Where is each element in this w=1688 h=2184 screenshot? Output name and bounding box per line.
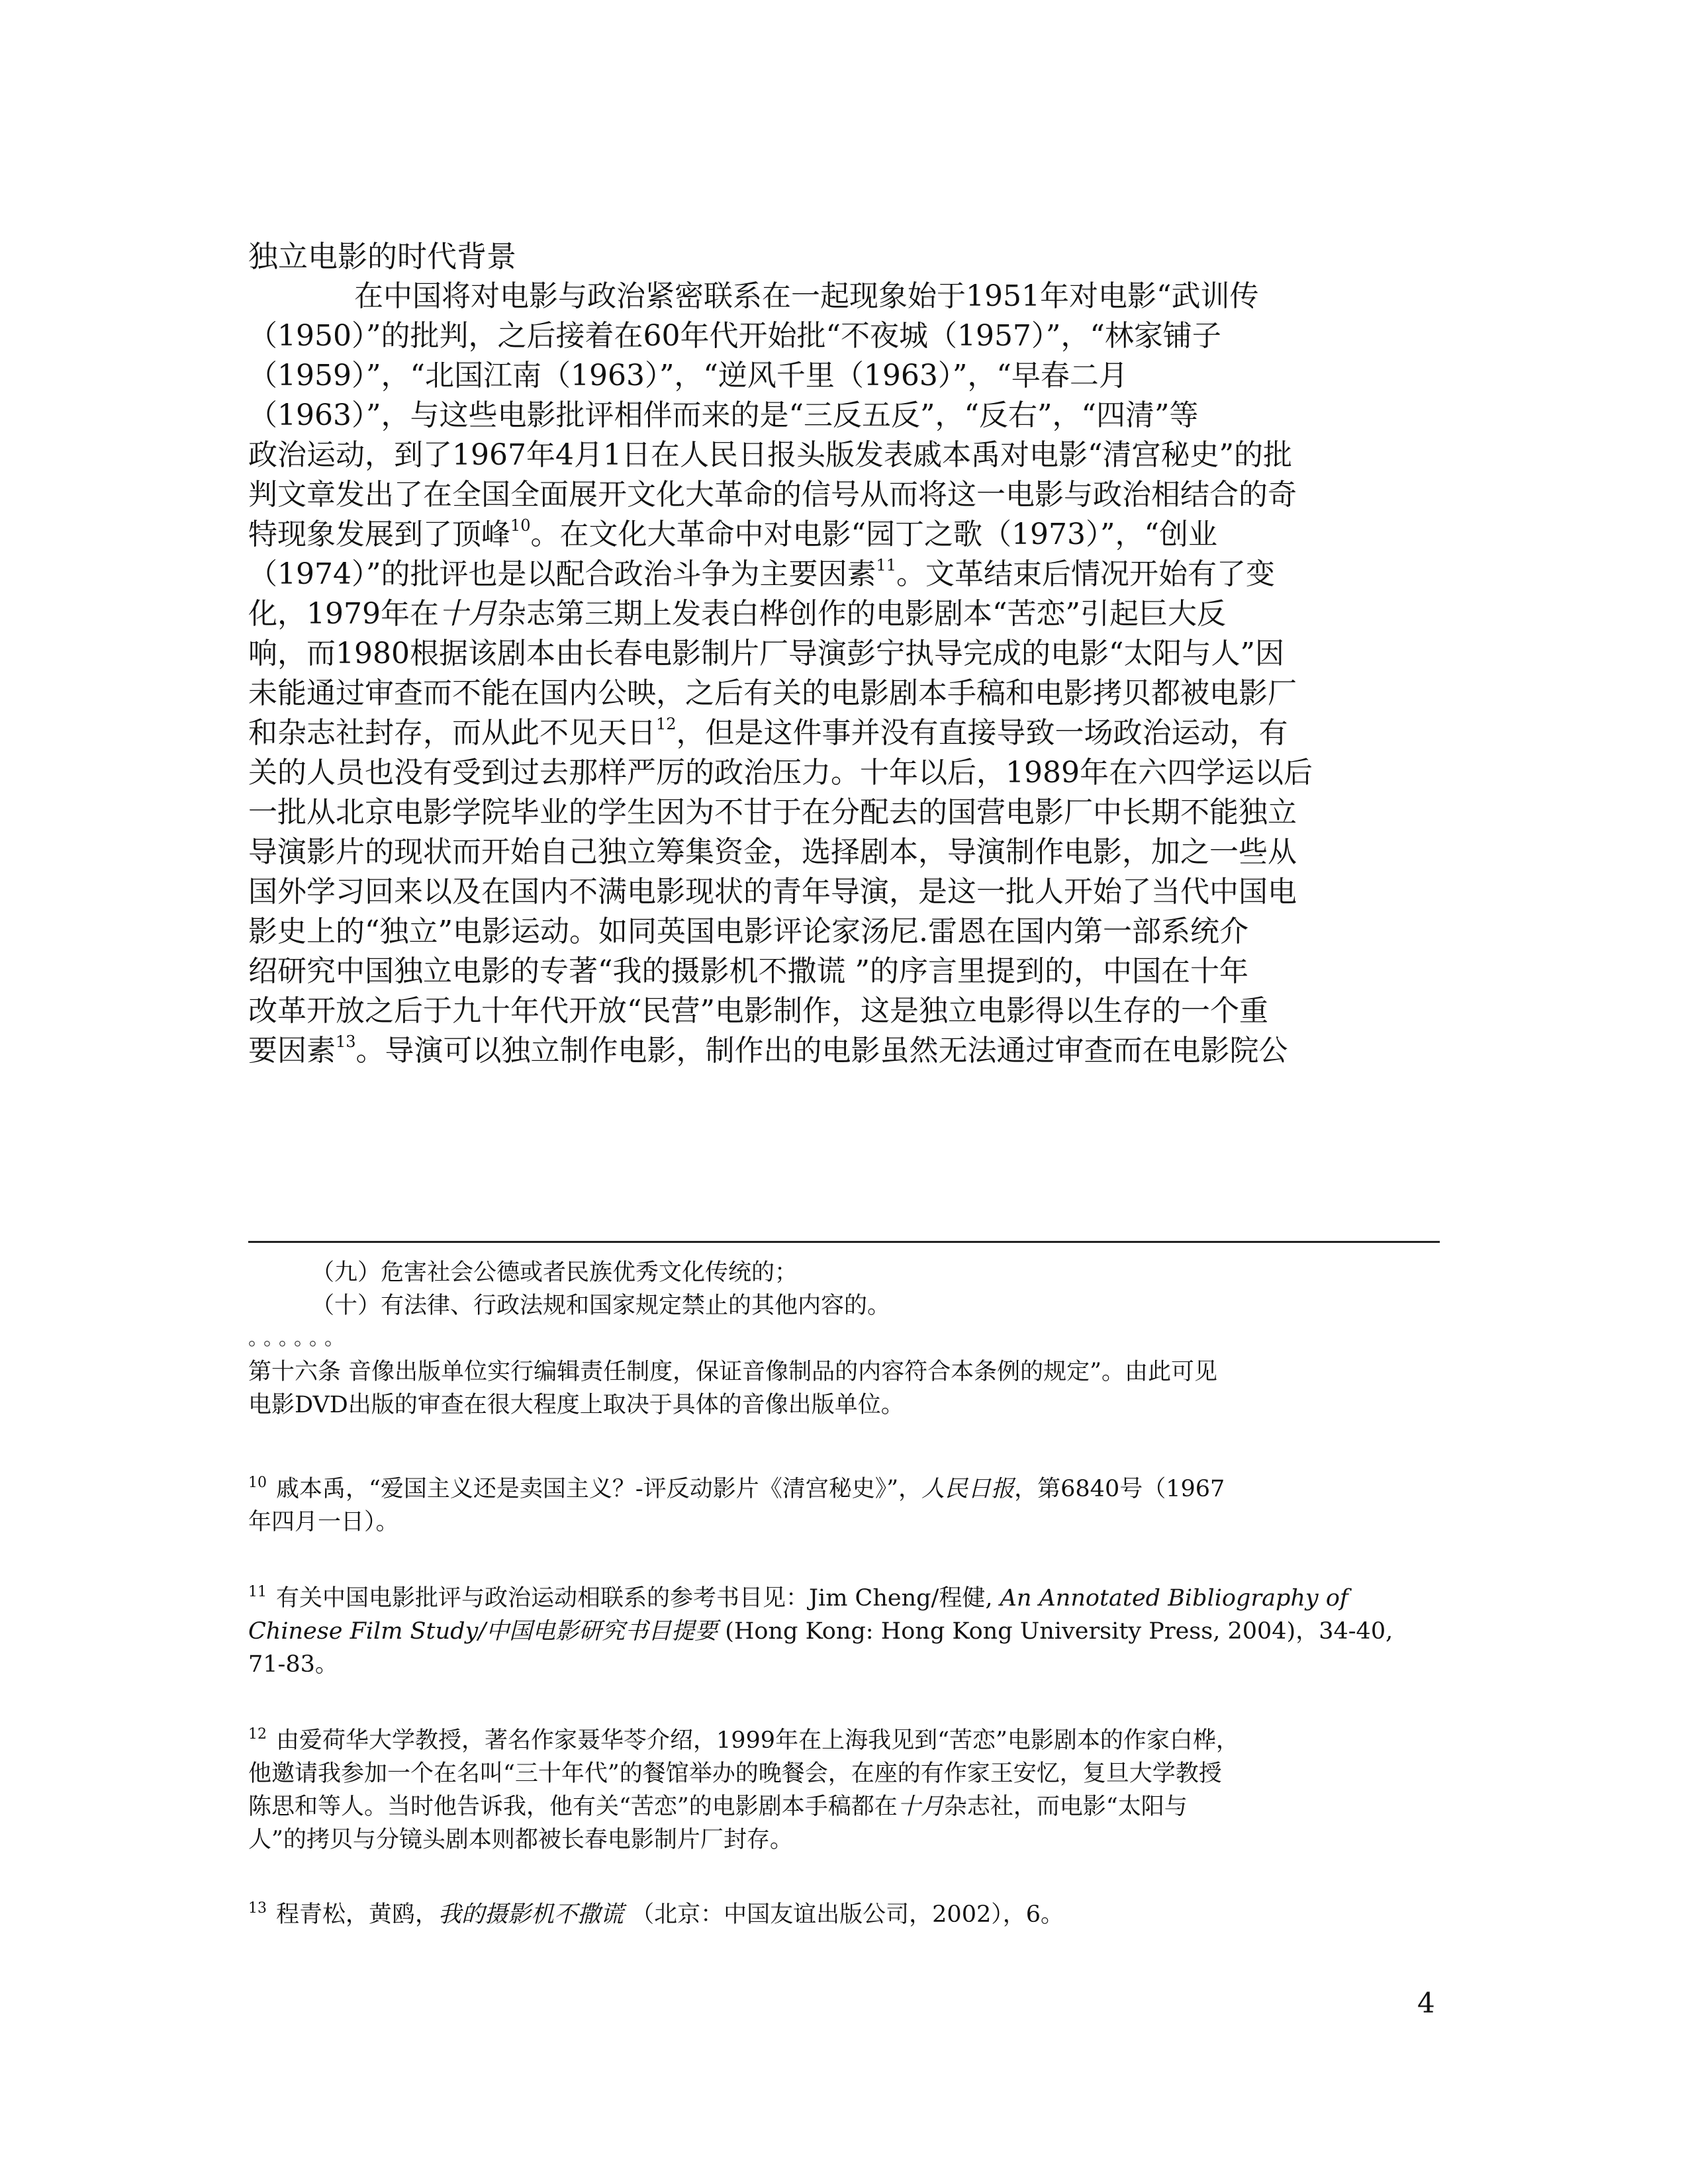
footnote-13 <box>248 1898 1440 1931</box>
text-run: 戚本禹，“爱国主义还是卖国主义？-评反动影片《清宫秘史》”， <box>276 1476 922 1502</box>
text-run: 政治运动，到了1967年4月1日在人民日报头版发表戚本禹对电影“清宫秘史”的批 <box>248 438 1292 472</box>
body-line <box>248 713 1440 753</box>
footnote-line: 他邀请我参加一个在名叫“三十年代”的餐馆举办的晚餐会，在座的有作家王安忆，复旦大学教授 <box>248 1760 1222 1787</box>
footnote-line: 人”的拷贝与分镜头剧本则都被长春电影制片厂封存。 <box>248 1827 793 1853</box>
text-run: 由爱荷华大学教授，著名作家聂华苓介绍，1999年在上海我见到“苦恋”电影剧本的作家白桦， <box>276 1727 1239 1754</box>
text-run: 有关中国电影批评与政治运动相联系的参考书目见：Jim Cheng/程健, <box>276 1585 1000 1612</box>
footnote-line <box>248 1473 1440 1506</box>
body-line <box>248 316 1440 356</box>
text-run: 陈思和等人。当时他告诉我，他有关“苦恋”的电影剧本手稿都在 <box>248 1794 898 1820</box>
main-body-text <box>248 277 1440 1071</box>
text-run: 和杂志社封存，而从此不见天日 <box>248 716 656 750</box>
footnote-11 <box>248 1582 1440 1681</box>
text-run: 判文章发出了在全国全面展开文化大革命的信号从而将这一电影与政治相结合的奇 <box>248 478 1297 512</box>
text-run: ，但是这件事并没有直接导致一场政治运动，有 <box>676 716 1288 750</box>
newspaper-title: 人民日报 <box>921 1476 1015 1502</box>
book-title: An Annotated Bibliography of <box>1000 1585 1348 1612</box>
footnote-line: 年四月一日）。 <box>248 1509 399 1535</box>
text-run: （1959）”，“北国江南（1963）”，“逆风千里（1963）”，“早春二月 <box>248 359 1128 392</box>
book-title: Chinese Film Study/中国电影研究书目提要 <box>248 1618 718 1645</box>
body-line <box>248 594 1440 634</box>
footnote-ref-12: 12 <box>656 715 677 733</box>
text-run: 杂志社，而电影“太阳与 <box>943 1794 1188 1820</box>
footnote-line <box>248 1724 1440 1757</box>
text-run: ，第6840号（1967 <box>1014 1476 1225 1502</box>
page-number: 4 <box>1417 1987 1435 2019</box>
text-run: 。导演可以独立制作电影，制作出的电影虽然无法通过审查而在电影院公 <box>355 1034 1288 1068</box>
text-run: 在中国将对电影与政治紧密联系在一起现象始于1951年对电影“武训传 <box>354 279 1259 313</box>
text-run: 未能通过审查而不能在国内公映，之后有关的电影剧本手稿和电影拷贝都被电影厂 <box>248 676 1297 710</box>
footnote-line <box>248 1898 1440 1931</box>
text-run: 。文革结束后情况开始有了变 <box>896 557 1276 591</box>
text-run: 要因素 <box>248 1034 336 1068</box>
footnote-mark: 11 <box>248 1584 267 1600</box>
footnote-ref-10: 10 <box>510 516 531 535</box>
footnote-ref-11: 11 <box>876 556 897 574</box>
text-run: 杂志第三期上发表白桦创作的电影剧本“苦恋”引起巨大反 <box>496 597 1226 631</box>
body-line <box>248 952 1440 991</box>
body-line <box>248 515 1440 555</box>
body-line <box>248 396 1440 435</box>
body-line <box>248 833 1440 872</box>
body-line <box>248 793 1440 833</box>
text-run: 响，而1980根据该剧本由长春电影制片厂导演彭宁执导完成的电影“太阳与人”因 <box>248 637 1284 670</box>
text-run: 导演影片的现状而开始自己独立筹集资金，选择剧本，导演制作电影，加之一些从 <box>248 835 1297 869</box>
regulation-item-10: （十）有法律、行政法规和国家规定禁止的其他内容的。 <box>311 1293 891 1319</box>
body-line <box>248 872 1440 912</box>
text-run: 程青松，黄鸥， <box>276 1901 439 1928</box>
text-run: 关的人员也没有受到过去那样严厉的政治压力。十年以后，1989年在六四学运以后 <box>248 756 1313 790</box>
body-line <box>248 912 1440 952</box>
text-run: （1963）”，与这些电影批评相伴而来的是“三反五反”，“反右”，“四清”等 <box>248 398 1199 432</box>
footnote-line <box>248 1582 1440 1615</box>
body-line <box>248 356 1440 396</box>
journal-title: 十月 <box>897 1794 944 1820</box>
regulation-item-9: （九）危害社会公德或者民族优秀文化传统的； <box>311 1259 798 1286</box>
body-line <box>248 277 1440 316</box>
text-run: 一批从北京电影学院毕业的学生因为不甘于在分配去的国营电影厂中长期不能独立 <box>248 796 1297 829</box>
footnote-10 <box>248 1473 1440 1539</box>
footnote-separator <box>248 1241 1440 1243</box>
text-run: 化，1979年在 <box>248 597 439 631</box>
footnote-mark: 12 <box>248 1726 267 1743</box>
text-run: (Hong Kong: Hong Kong University Press, 2004)，34-40, <box>718 1618 1393 1645</box>
text-run: （1974）”的批评也是以配合政治斗争为主要因素 <box>248 557 876 591</box>
footnote-line <box>248 1615 1440 1648</box>
body-line <box>248 435 1440 475</box>
book-title: 我的摄影机不撒谎 <box>438 1901 624 1928</box>
continued-footnote <box>248 1256 1440 1422</box>
text-run: （北京：中国友谊出版公司，2002），6。 <box>624 1901 1064 1928</box>
text-run: 国外学习回来以及在国内不满电影现状的青年导演，是这一批人开始了当代中国电 <box>248 875 1297 909</box>
body-line <box>248 674 1440 713</box>
ellipsis-dots: 。。。。。。 <box>248 1327 350 1350</box>
footnote-line <box>248 1790 1440 1823</box>
text-run: 特现象发展到了顶峰 <box>248 518 510 551</box>
footnote-line: 71-83。 <box>248 1651 338 1678</box>
footnote-mark: 13 <box>248 1900 267 1917</box>
section-heading: 独立电影的时代背景 <box>248 239 517 274</box>
article-16-line: 第十六条 音像出版单位实行编辑责任制度，保证音像制品的内容符合本条例的规定”。由此可见 <box>248 1359 1218 1385</box>
text-run: 影史上的“独立”电影运动。如同英国电影评论家汤尼.雷恩在国内第一部系统介 <box>248 915 1248 948</box>
text-run: 绍研究中国独立电影的专著“我的摄影机不撒谎 ”的序言里提到的，中国在十年 <box>248 954 1248 988</box>
article-16-line: 电影DVD出版的审查在很大程度上取决于具体的音像出版单位。 <box>248 1392 904 1418</box>
text-run: 。在文化大革命中对电影“园丁之歌（1973）”，“创业 <box>530 518 1218 551</box>
text-run: （1950）”的批判，之后接着在60年代开始批“不夜城（1957）”，“林家铺子 <box>248 319 1221 353</box>
journal-title: 十月 <box>438 597 497 631</box>
footnote-ref-13: 13 <box>336 1032 356 1051</box>
body-line <box>248 1031 1440 1071</box>
footnote-12 <box>248 1724 1440 1856</box>
footnote-mark: 10 <box>248 1475 267 1491</box>
text-run: 改革开放之后于九十年代开放“民营”电影制作，这是独立电影得以生存的一个重 <box>248 994 1268 1028</box>
body-line <box>248 991 1440 1031</box>
body-line <box>248 634 1440 674</box>
body-line <box>248 555 1440 594</box>
body-line <box>248 753 1440 793</box>
body-line <box>248 475 1440 515</box>
